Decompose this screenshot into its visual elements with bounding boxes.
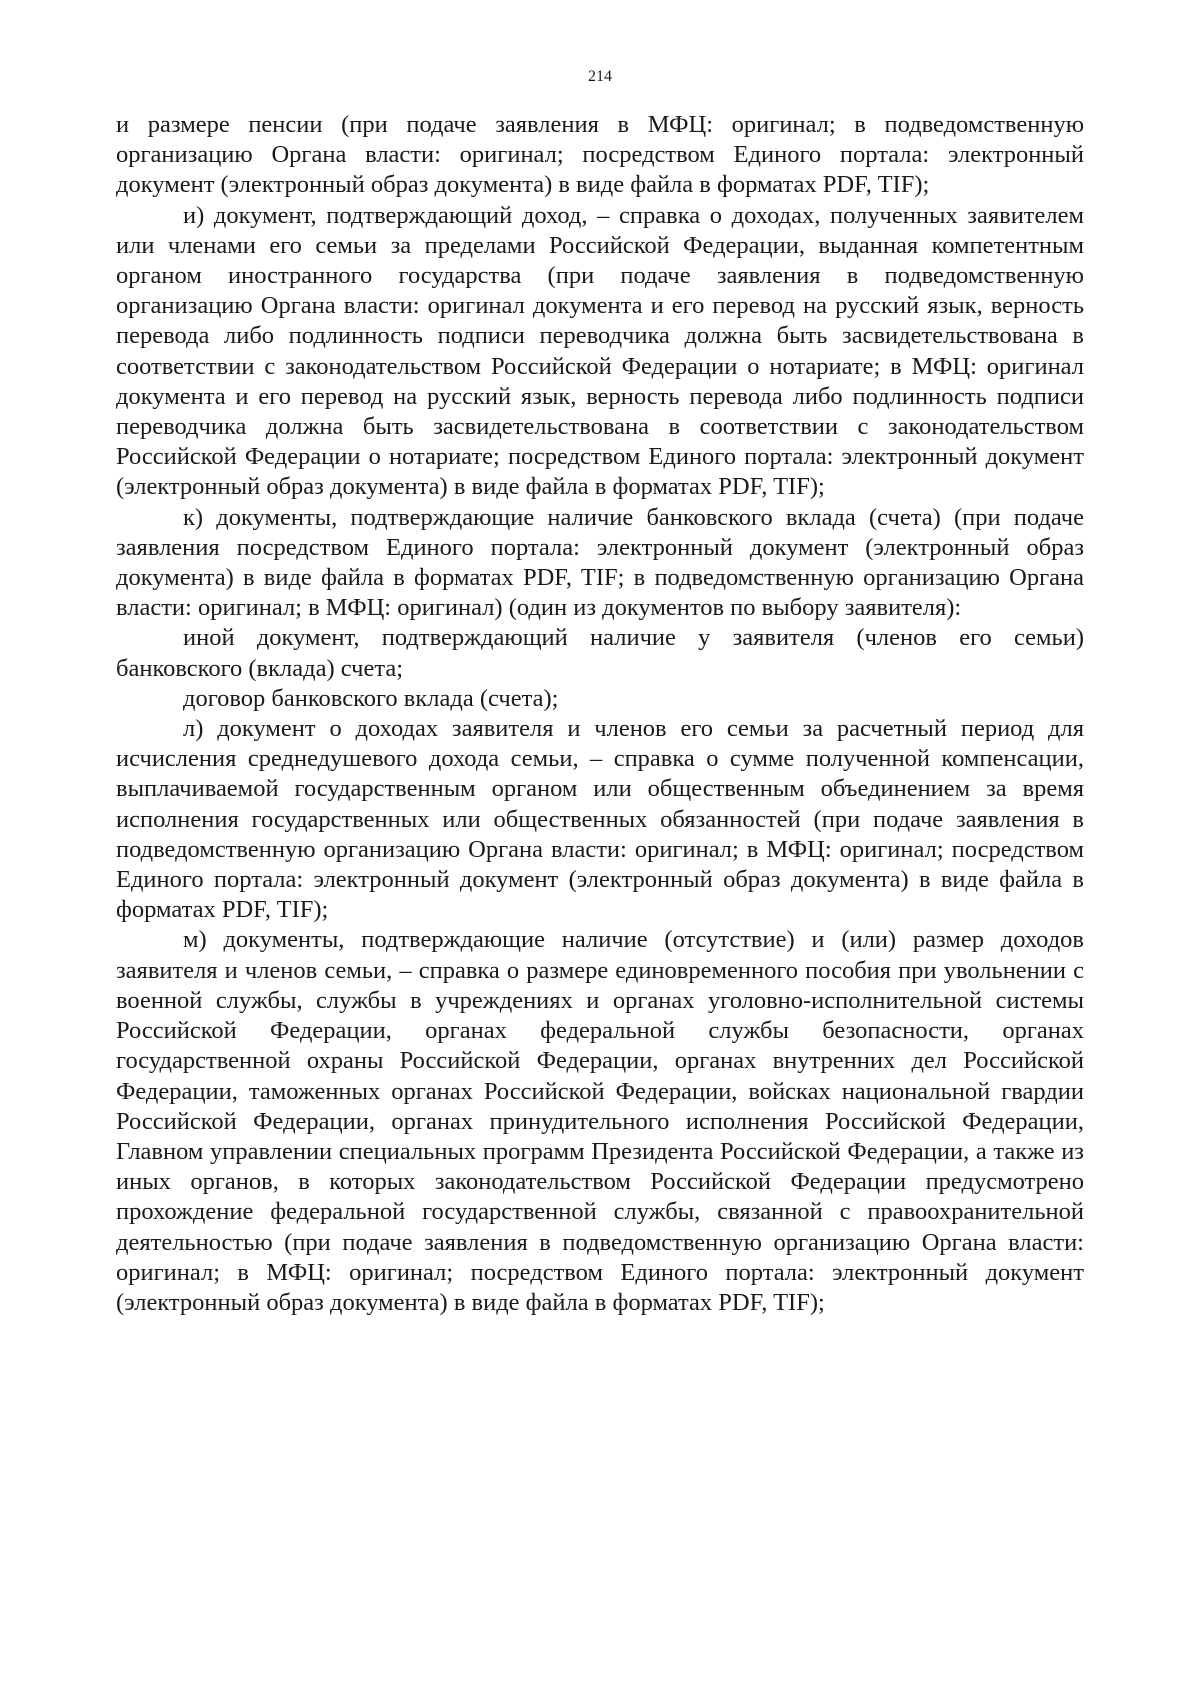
document-body	[116, 110, 1084, 1318]
paragraph-item-k: к) документы, подтверждающие наличие банковского вклада (счета) (при подаче заявления посредством Единого портала: электронный документ (электронный образ документа) в виде файла в форматах PDF, TIF; в подведомственную организацию Органа власти: оригинал; в МФЦ: оригинал) (один из документов по выбору заявителя):	[116, 503, 1084, 622]
paragraph-bank-deposit-contract: договор банковского вклада (счета);	[183, 684, 559, 712]
page-number: 214	[588, 68, 612, 85]
paragraph-other-document: иной документ, подтверждающий наличие у заявителя (членов его семьи) банковского (вклада) счета;	[116, 624, 1084, 682]
paragraph-item-m: м) документы, подтверждающие наличие (отсутствие) и (или) размер доходов заявителя и членов семьи, – справка о размере единовременного пособия при увольнении с военной службы, службы в учреждениях и органах уголовно-исполнительной системы Российской Федерации, органах федеральной службы безопасности, органах государственной охраны Российской Федерации, органах внутренних дел Российской Федерации, таможенных органах Российской Федерации, войсках национальной гвардии Российской Федерации, органах принудительного исполнения Российской Федерации, Главном управлении специальных программ Президента Российской Федерации, а также из иных органов, в которых законодательством Российской Федерации предусмотрено прохождение федеральной государственной службы, связанной с правоохранительной деятельностью (при подаче заявления в подведомственную организацию Органа власти: оригинал; в МФЦ: оригинал; посредством Единого портала: электронный документ (электронный образ документа) в виде файла в форматах PDF, TIF);	[116, 926, 1084, 1316]
paragraph-item-l: л) документ о доходах заявителя и членов его семьи за расчетный период для исчисления среднедушевого дохода семьи, – справка о сумме полученной компенсации, выплачиваемой государственным органом или общественным объединением за время исполнения государственных или общественных обязанностей (при подаче заявления в подведомственную организацию Органа власти: оригинал; в МФЦ: оригинал; посредством Единого портала: электронный документ (электронный образ документа) в виде файла в форматах PDF, TIF);	[116, 715, 1084, 924]
paragraph-item-i: и) документ, подтверждающий доход, – справка о доходах, полученных заявителем или членами его семьи за пределами Российской Федерации, выданная компетентным органом иностранного государства (при подаче заявления в подведомственную организацию Органа власти: оригинал документа и его перевод на русский язык, верность перевода либо подлинность подписи переводчика должна быть засвидетельствована в соответствии с законодательством Российской Федерации о нотариате; в МФЦ: оригинал документа и его перевод на русский язык, верность перевода либо подлинность подписи переводчика должна быть засвидетельствована в соответствии с законодательством Российской Федерации о нотариате; посредством Единого портала: электронный документ (электронный образ документа) в виде файла в форматах PDF, TIF);	[116, 201, 1084, 501]
paragraph-continuation: и размере пенсии (при подаче заявления в МФЦ: оригинал; в подведомственную организацию Органа власти: оригинал; посредством Единого портала: электронный документ (электронный образ документа) в виде файла в форматах PDF, TIF);	[116, 111, 1084, 199]
